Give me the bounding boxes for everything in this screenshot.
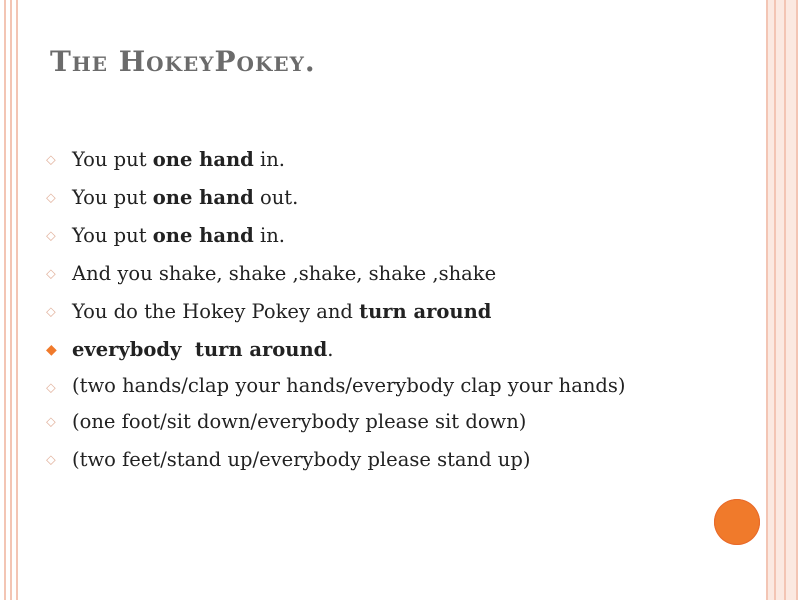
bullet-item: ⬦ You do the Hokey Pokey and turn around [46, 295, 686, 329]
left-decor-line [4, 0, 6, 600]
bullet-item-active: ◆ everybody turn around. [46, 333, 686, 367]
bullet-list [46, 143, 686, 481]
hollow-arrow-bullet-icon: ⬦ [46, 452, 56, 468]
bullet-item: ⬦ You put one hand in. [46, 219, 686, 253]
bullet-item: ⬦ And you shake, shake ,shake, shake ,shake [46, 257, 686, 291]
left-decor-line [16, 0, 18, 600]
hollow-arrow-bullet-icon: ⬦ [46, 414, 56, 430]
filled-arrow-bullet-icon: ◆ [46, 342, 57, 358]
hollow-arrow-bullet-icon: ⬦ [46, 304, 56, 320]
right-decor-line [784, 0, 786, 600]
hollow-arrow-bullet-icon: ⬦ [46, 380, 56, 396]
hollow-arrow-bullet-icon: ⬦ [46, 152, 56, 168]
bullet-item: ⬦ (one foot/sit down/everybody please sit down) [46, 405, 686, 439]
hollow-arrow-bullet-icon: ⬦ [46, 266, 56, 282]
hollow-arrow-bullet-icon: ⬦ [46, 228, 56, 244]
slide-title: The HokeyPokey. [50, 45, 316, 78]
right-decor-band [766, 0, 798, 600]
left-decor-line [10, 0, 12, 600]
orange-circle-decoration [714, 499, 760, 545]
bullet-item: ⬦ You put one hand in. [46, 143, 686, 177]
bullet-item: ⬦ (two hands/clap your hands/everybody clap your hands) [46, 371, 686, 401]
right-decor-line [774, 0, 776, 600]
bullet-item: ⬦ (two feet/stand up/everybody please stand up) [46, 443, 686, 477]
bullet-item: ⬦ You put one hand out. [46, 181, 686, 215]
hollow-arrow-bullet-icon: ⬦ [46, 190, 56, 206]
